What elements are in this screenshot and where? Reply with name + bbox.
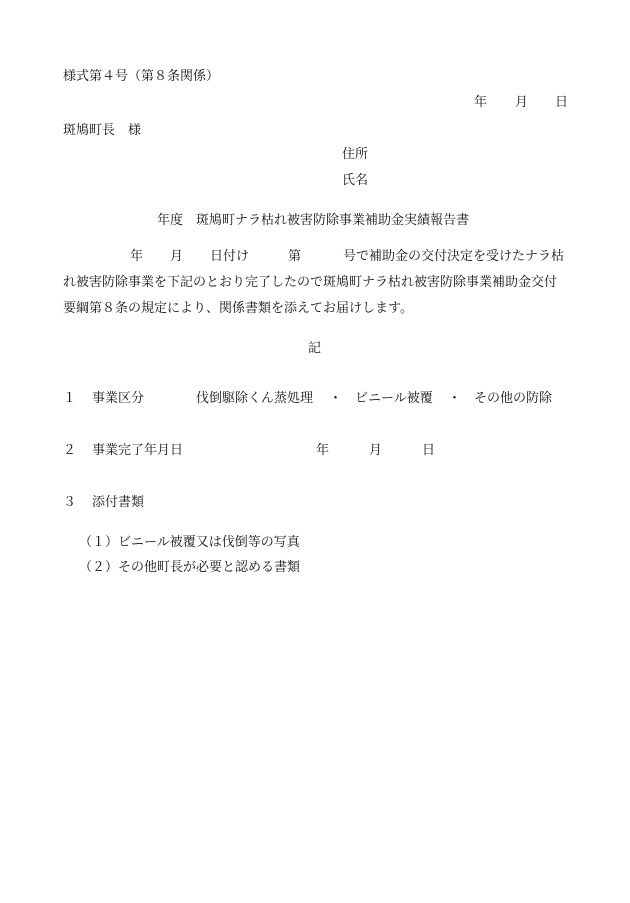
option-vinyl-cover: ビニール被覆 [355, 391, 433, 406]
item-1-label: 事業区分 [92, 391, 145, 406]
body-month-label: 月 [170, 249, 184, 264]
item-1-number: １ [63, 391, 77, 406]
header-day-label: 日 [555, 95, 569, 110]
address-label: 住所 [342, 147, 369, 162]
addressee: 斑鳩町長 様 [63, 123, 142, 138]
completion-day-label: 日 [422, 443, 436, 458]
option-separator-2: ・ [448, 391, 462, 406]
completion-year-label: 年 [316, 443, 330, 458]
body-year-label: 年 [130, 249, 144, 264]
completion-month-label: 月 [369, 443, 383, 458]
form-label: 様式第４号（第８条関係） [63, 69, 220, 84]
attachment-2: （２）その他町長が必要と認める書類 [79, 560, 301, 575]
body-number-prefix: 第 [288, 249, 302, 264]
body-day-label: 日付け [210, 249, 250, 264]
header-year-label: 年 [474, 95, 488, 110]
option-separator-1: ・ [329, 391, 343, 406]
item-3-number: ３ [63, 495, 77, 510]
body-line-2: れ被害防除事業を下記のとおり完了したので斑鳩町ナラ枯れ被害防除事業補助金交付 [63, 275, 558, 290]
header-month-label: 月 [515, 95, 529, 110]
body-line-3: 要綱第８条の規定により、関係書類を添えてお届けします。 [63, 301, 413, 316]
attachment-1: （１）ビニール被覆又は伐倒等の写真 [79, 535, 300, 550]
option-fumigation: 伐倒駆除くん蒸処理 [196, 391, 314, 406]
item-2-label: 事業完了年月日 [92, 443, 184, 458]
name-label: 氏名 [342, 173, 369, 188]
ki-heading: 記 [308, 341, 322, 356]
document-title: 年度 斑鳩町ナラ枯れ被害防除事業補助金実績報告書 [157, 213, 470, 228]
item-3-label: 添付書類 [92, 495, 145, 510]
option-other-control: その他の防除 [474, 391, 553, 406]
item-2-number: ２ [63, 443, 77, 458]
body-line-1-text: 号で補助金の交付決定を受けたナラ枯 [343, 249, 565, 264]
